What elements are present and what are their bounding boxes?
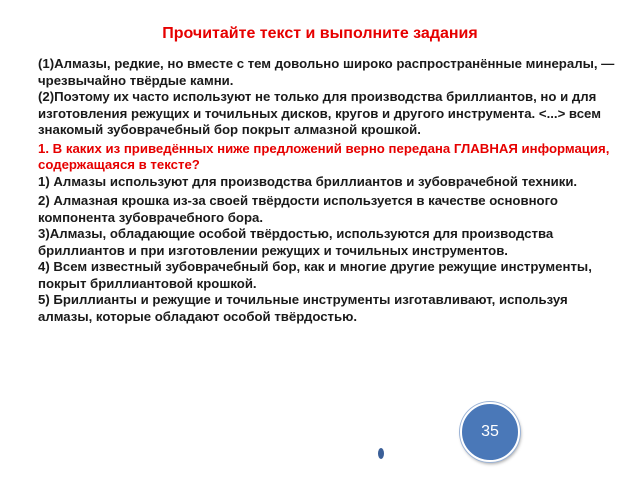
question: 1. В каких из приведённых ниже предложений верно передана ГЛАВНАЯ информация, содержащаяся в тексте? [38,140,610,172]
slide-title: Прочитайте текст и выполните задания [162,25,478,42]
page-number-badge: 35 [460,402,520,462]
answer-option-2: 2) Алмазная крошка из-за своей твёрдости используется в качестве основного компонента зубоврачебного бора. [38,193,558,225]
answer-option-3: 3)Алмазы, обладающие особой твёрдостью, используются для производства бриллиантов и при изготовлении режущих и точильных инструментов. [38,226,554,258]
answer-option-5: 5) Бриллианты и режущие и точильные инструменты изготавливают, используя алмазы, которые обладают особой твёрдостью. [38,292,568,324]
slide-content [38,56,616,325]
answer-option-1: 1) Алмазы используют для производства бриллиантов и зубоврачебной техники. [38,173,578,189]
text-paragraph-2: (2)Поэтому их часто используют не только для производства бриллиантов, но и для изготовления режущих и точильных дисков, кругов и другого инструмента. <...> всем знакомый зубоврачебный бор покрыт алмазной крошкой. [38,89,601,137]
answer-option-4: 4) Всем известный зубоврачебный бор, как и многие другие режущие инструменты, покрыт бриллиантовой крошкой. [38,259,592,291]
slide-nav-dot[interactable] [378,448,384,459]
text-paragraph-1: (1)Алмазы, редкие, но вместе с тем довольно широко распространённые минералы, — чрезвычайно твёрдые камни. [38,56,615,88]
